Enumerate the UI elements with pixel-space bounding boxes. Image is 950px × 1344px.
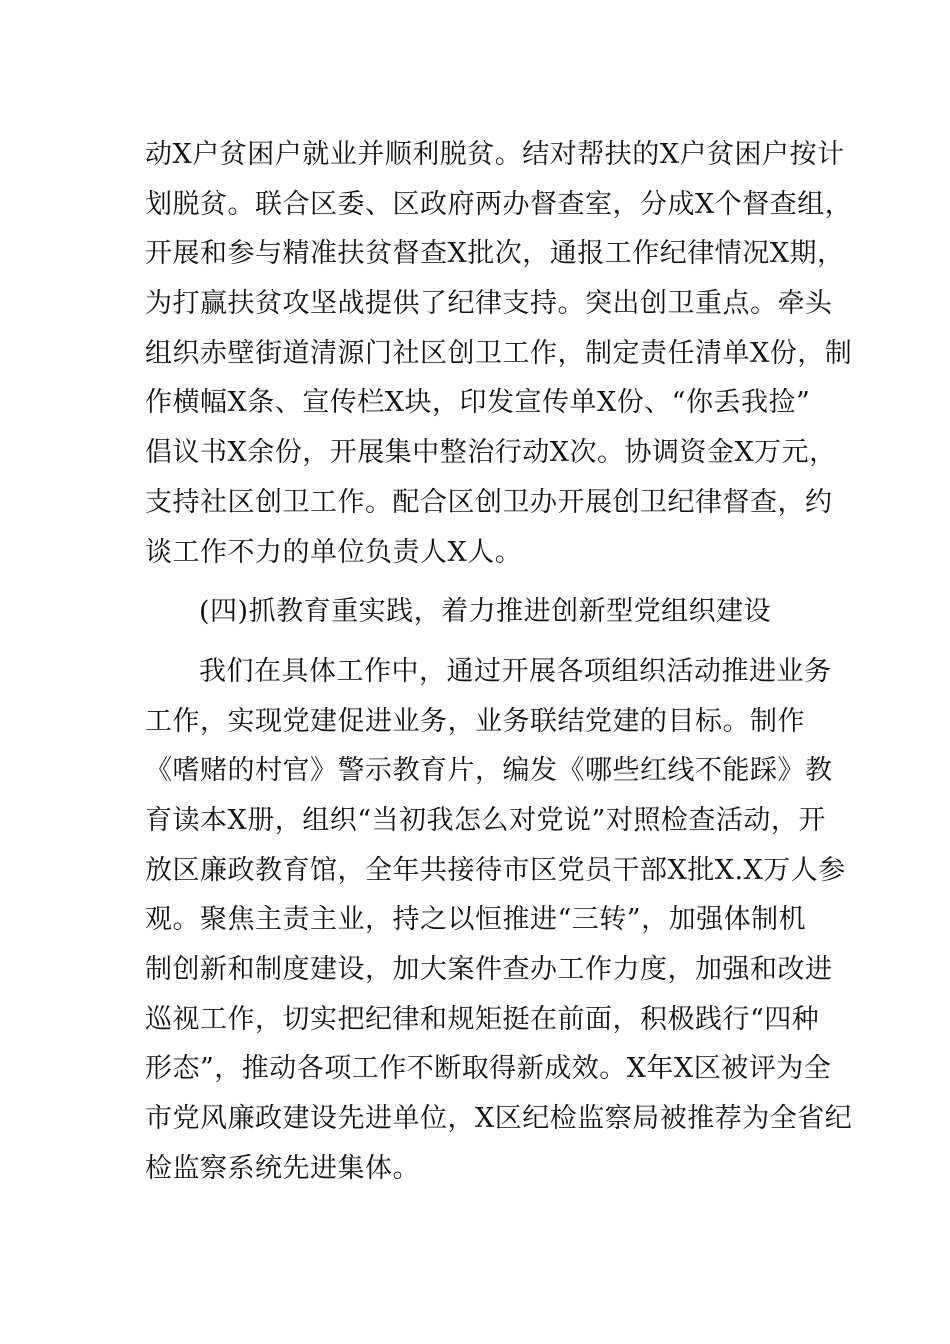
text-line: 谈工作不力的单位负责人X人。 (145, 536, 523, 568)
text-line: 我们在具体工作中，通过开展各项组织活动推进业务 (199, 655, 832, 687)
text-line: 开展和参与精准扶贫督查X批次，通报工作纪律情况X期， (145, 238, 845, 270)
text-line: 倡议书X余份，开展集中整治行动X次。协调资金X万元， (145, 437, 837, 469)
text-line: 放区廉政教育馆，全年共接待市区党员干部X批X.X万人参 (145, 854, 846, 886)
paragraph-poverty-and-sanitation (145, 130, 853, 577)
text-line: 巡视工作，切实把纪律和规矩挺在前面，积极践行“四种 (145, 1003, 820, 1035)
section-heading-4: (四)抓教育重实践，着力推进创新型党组织建设 (199, 596, 772, 628)
text-line: 作横幅X条、宣传栏X块，印发宣传单X份、“你丢我捡” (145, 387, 811, 419)
text-line: 为打赢扶贫攻坚战提供了纪律支持。突出创卫重点。牵头 (145, 288, 833, 320)
paragraph-education-practice (145, 647, 853, 1194)
text-line: 市党风廉政建设先进单位，X区纪检监察局被推荐为全省纪 (145, 1103, 853, 1135)
text-line: 划脱贫。联合区委、区政府两办督查室，分成X个督查组， (145, 188, 853, 220)
text-line: 观。聚焦主责主业，持之以恒推进“三转”，加强体制机 (145, 904, 807, 936)
document-body (145, 130, 853, 1193)
text-line: 形态”，推动各项工作不断取得新成效。X年X区被评为全 (145, 1053, 832, 1085)
text-line: 育读本X册，组织“当初我怎么对党说”对照检查活动，开 (145, 804, 826, 836)
text-line: 《嗜赌的村官》警示教育片，编发《哪些红线不能踩》教 (145, 755, 833, 787)
text-line: 工作，实现党建促进业务，业务联结党建的目标。制作 (145, 705, 805, 737)
text-line: 支持社区创卫工作。配合区创卫办开展创卫纪律督查，约 (145, 486, 833, 518)
text-line: 动X户贫困户就业并顺利脱贫。结对帮扶的X户贫困户按计 (145, 139, 845, 170)
text-line: 制创新和制度建设，加大案件查办工作力度，加强和改进 (145, 954, 833, 985)
text-line: 组织赤壁街道清源门社区创卫工作，制定责任清单X份，制 (145, 337, 853, 369)
text-line: 检监察系统先进集体。 (145, 1152, 420, 1184)
